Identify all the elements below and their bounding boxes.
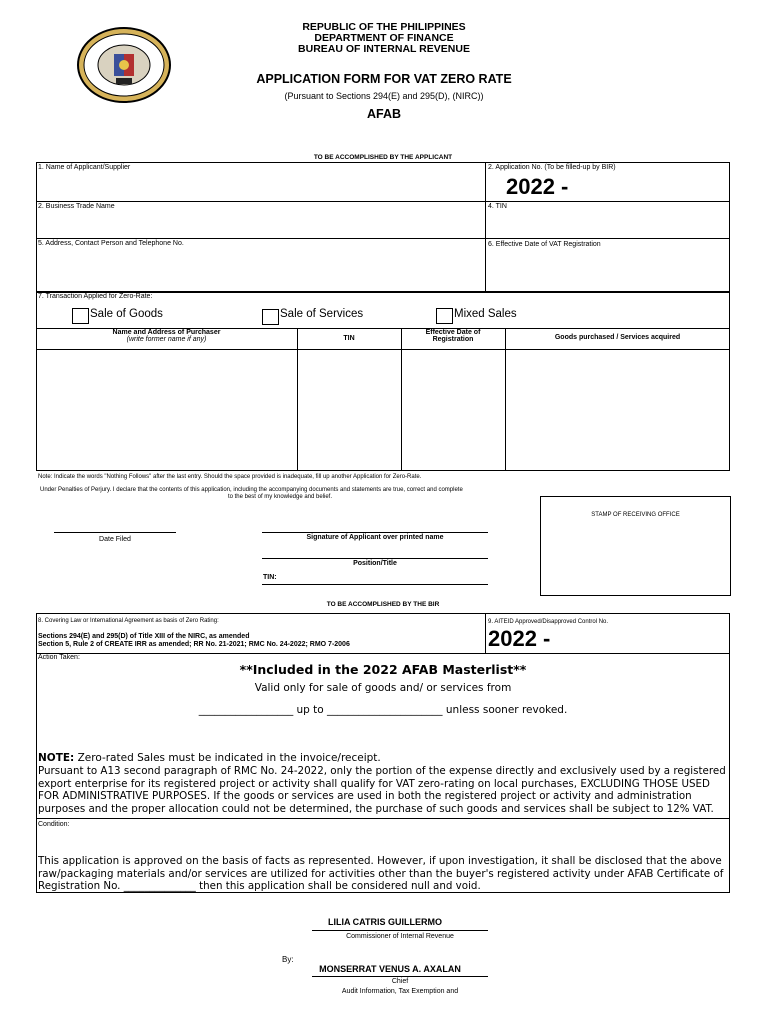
chief-name: MONSERRAT VENUS A. AXALAN	[319, 964, 461, 974]
applicant-info-box	[36, 162, 730, 292]
sale-of-goods-label: Sale of Goods	[90, 308, 163, 320]
field-8-label: 8. Covering Law or International Agreement as basis of Zero Rating:	[38, 618, 219, 624]
department-text: DEPARTMENT OF FINANCE	[314, 32, 454, 44]
mixed-sales-label: Mixed Sales	[454, 308, 517, 320]
sale-of-goods-checkbox[interactable]	[72, 308, 89, 324]
date-filed-label: Date Filed	[99, 536, 131, 543]
col-effective-date-header: Effective Date of Registration	[425, 329, 481, 343]
bir-seal	[76, 26, 172, 104]
perjury-statement-2: to the best of my knowledge and belief.	[227, 494, 333, 500]
form-subtitle: (Pursuant to Sections 294(E) and 295(D), (NIRC))	[284, 91, 484, 101]
chief-title: Chief	[391, 978, 409, 985]
field-6-label: 6. Effective Date of VAT Registration	[488, 241, 601, 248]
bir-section-heading: TO BE ACCOMPLISHED BY THE BIR	[326, 601, 440, 608]
control-number[interactable]: 2022 -	[488, 626, 551, 651]
signature-label: Signature of Applicant over printed name	[306, 534, 444, 541]
commissioner-name: LILIA CATRIS GUILLERMO	[328, 917, 442, 927]
position-label: Position/Title	[353, 560, 397, 567]
form-title: APPLICATION FORM FOR VAT ZERO RATE	[256, 72, 512, 86]
rmc-line-2: export enterprise for its registered project or activity shall qualify for VAT zero-rating on local purchases, EXCLUDING THOSE USED	[38, 777, 710, 790]
form-code: AFAB	[366, 107, 402, 121]
col-tin-header: TIN	[343, 335, 355, 342]
bureau-text: BUREAU OF INTERNAL REVENUE	[298, 43, 470, 55]
commissioner-title: Commissioner of Internal Revenue	[346, 933, 454, 940]
field-2-label: 2. Application No. (To be filled-up by BIR)	[488, 164, 616, 171]
entries-note: Note: Indicate the words "Nothing Follows" after the last entry. Should the space provided is inadequate, fill up another Application for Zero-Rate.	[38, 474, 422, 480]
mixed-sales-checkbox[interactable]	[436, 308, 453, 324]
col-goods-header: Goods purchased / Services acquired	[554, 334, 681, 341]
rmc-line-4: purposes and the proper allocation could not be determined, the purchase of such goods and services shall be subject to 12% VAT.	[38, 802, 714, 815]
note-line	[38, 752, 728, 765]
col-purchaser-title: Name and Address of Purchaser	[112, 329, 221, 336]
col-purchaser-header	[36, 329, 297, 343]
condition-paragraph	[38, 855, 730, 893]
col-purchaser-note: (write former name if any)	[126, 336, 207, 343]
chief-office: Audit Information, Tax Exemption and	[341, 988, 459, 995]
masterlist-text: **Included in the 2022 AFAB Masterlist**	[239, 662, 527, 677]
field-9-label: 9. AITEID Approved/Disapproved Control No.	[488, 619, 609, 625]
field-7-label: 7. Transaction Applied for Zero-Rate:	[38, 293, 153, 300]
field-4-label: 4. TIN	[488, 203, 507, 210]
tin-label: TIN:	[263, 574, 277, 581]
note-text: Zero-rated Sales must be indicated in the invoice/receipt.	[74, 752, 381, 764]
republic-text: REPUBLIC OF THE PHILIPPINES	[302, 21, 466, 33]
condition-label: Condition:	[38, 821, 70, 828]
note-label: NOTE:	[38, 752, 75, 764]
condition-line-1: This application is approved on the basis of facts as represented. However, if upon investigation, it shall be disclosed that the above	[38, 855, 722, 867]
perjury-statement-1: Under Penalties of Perjury. I declare that the contents of this application, including the accompanying documents and statements are true, correct and complete	[40, 487, 463, 493]
condition-line-3: Registration No. ______________ then this application shall be considered null and void.	[38, 880, 481, 893]
by-label: By:	[282, 955, 294, 964]
rmc-line-3: FOR ADMINISTRATIVE PURPOSES. If the goods or services are used in both the registered project or activity and administration	[38, 790, 692, 803]
sale-of-services-checkbox[interactable]	[262, 309, 279, 325]
applicant-section-heading: TO BE ACCOMPLISHED BY THE APPLICANT	[313, 154, 453, 161]
application-number[interactable]: 2022 -	[506, 174, 569, 199]
action-taken-label: Action Taken:	[38, 654, 80, 661]
valid-text: Valid only for sale of goods and/ or services from	[254, 682, 512, 694]
condition-line-2: raw/packaging materials and/or services are utilized for activities other than the buyer's registered activity under AFAB Certificate of	[38, 867, 724, 880]
covering-law-1: Sections 294(E) and 295(D) of Title XIII of the NIRC, as amended	[38, 633, 250, 640]
field-5-label: 5. Address, Contact Person and Telephone No.	[38, 240, 184, 247]
covering-law-2: Section 5, Rule 2 of CREATE IRR as amended; RR No. 21-2021; RMC No. 24-2022; RMO 7-2006	[38, 641, 350, 648]
rmc-paragraph	[38, 765, 730, 815]
stamp-label: STAMP OF RECEIVING OFFICE	[591, 512, 680, 518]
header-block	[200, 22, 568, 55]
field-3-label: 2. Business Trade Name	[38, 203, 115, 210]
sale-of-services-label: Sale of Services	[280, 308, 364, 320]
field-1-label: 1. Name of Applicant/Supplier	[38, 164, 131, 171]
validity-period: __________________ up to ______________________ unless sooner revoked.	[198, 704, 568, 716]
stamp-box	[540, 496, 731, 596]
rmc-line-1: Pursuant to A13 second paragraph of RMC No. 24-2022, only the portion of the expense directly and exclusively used by a registered	[38, 765, 726, 777]
